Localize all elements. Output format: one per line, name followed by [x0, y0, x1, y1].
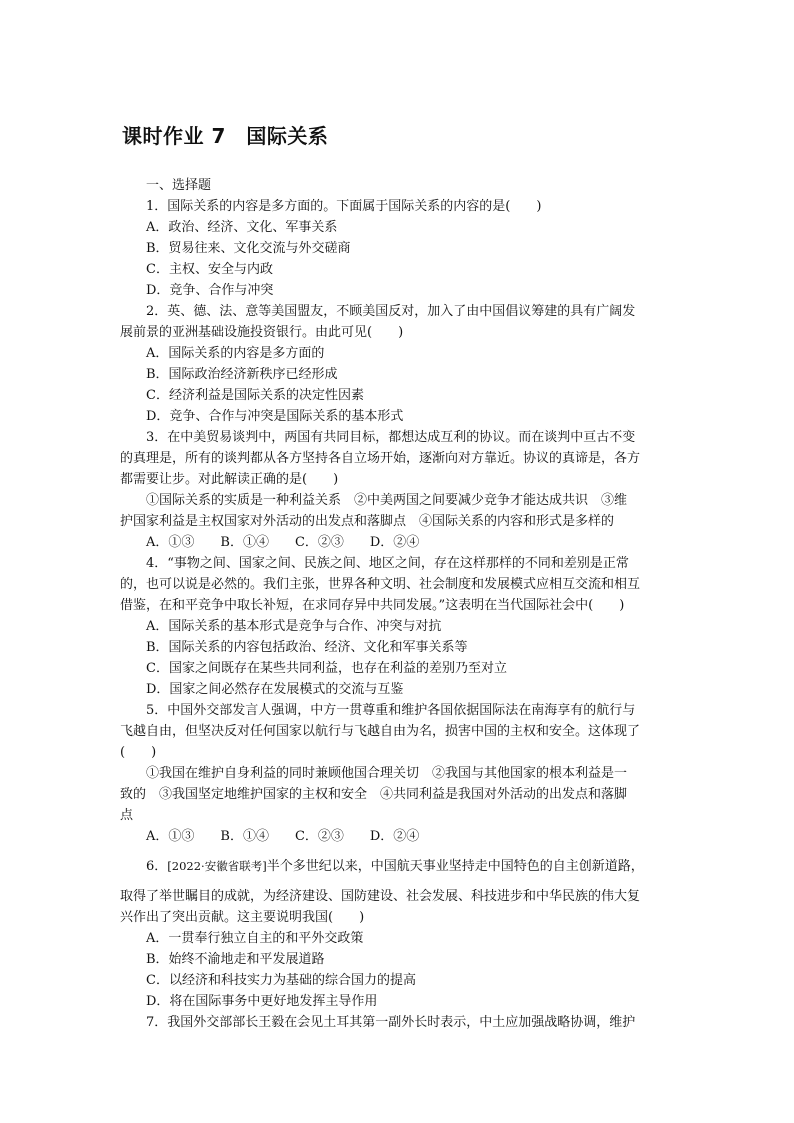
question-2-stem-line: 展前景的亚洲基础设施投资银行。由此可见( )	[120, 325, 404, 340]
question-6-stem-line: 兴作出了突出贡献。这主要说明我国( )	[120, 910, 365, 925]
question-6-source: [2022·安徽省联考]	[167, 859, 267, 873]
question-1-option-b: B．贸易往来、文化交流与外交磋商	[146, 241, 351, 256]
question-3-stem-line: 3．在中美贸易谈判中，两国有共同目标，都想达成互利的协议。而在谈判中亘古不变	[146, 430, 636, 445]
question-1-option-c: C．主权、安全与内政	[146, 262, 273, 277]
question-5-statements-line: 致的 ③我国坚定地维护国家的主权和安全 ④共同利益是我国对外活动的出发点和落脚	[120, 787, 628, 802]
worksheet-title: 课时作业 7 国际关系	[122, 124, 329, 148]
question-6-option-b: B．始终不渝地走和平发展道路	[146, 952, 325, 967]
question-6-option-d: D．将在国际事务中更好地发挥主导作用	[146, 994, 378, 1009]
question-5-stem-line: ( )	[120, 745, 157, 760]
question-2-option-b: B．国际政治经济新秩序已经形成	[146, 367, 338, 382]
question-5-statements-line: ①我国在维护自身利益的同时兼顾他国合理关切 ②我国与其他国家的根本利益是一	[146, 766, 628, 781]
question-6-stem-line: 取得了举世瞩目的成就，为经济建设、国防建设、社会发展、科技进步和中华民族的伟大复	[120, 889, 641, 904]
question-3-stem-line: 的真理是，所有的谈判都从各方坚持各自立场开始，逐渐向对方靠近。协议的真谛是，各方	[120, 451, 641, 466]
question-1-option-a: A．政治、经济、文化、军事关系	[146, 220, 338, 235]
section-heading: 一、选择题	[146, 178, 212, 193]
question-4-stem-line: 4．“事物之间、国家之间、民族之间、地区之间，存在这样那样的不同和差别是正常	[146, 556, 629, 571]
question-2-option-a: A．国际关系的内容是多方面的	[146, 346, 325, 361]
question-6-option-c: C．以经济和科技实力为基础的综合国力的提高	[146, 973, 416, 988]
question-7-stem-line: 7．我国外交部部长王毅在会见土耳其第一副外长时表示，中土应加强战略协调，维护	[146, 1015, 636, 1030]
question-2-stem-line: 2．英、德、法、意等美国盟友，不顾美国反对，加入了由中国倡议筹建的具有广阔发	[146, 304, 636, 319]
question-6-number: 6．	[146, 859, 168, 874]
question-4-option-c: C．国家之间既存在某些共同利益，也存在利益的差别乃至对立	[146, 661, 507, 676]
question-4-stem-line: 的，也可以说是必然的。我们主张，世界各种文明、社会制度和发展模式应相互交流和相互	[120, 577, 641, 592]
question-6-stem-first-line	[120, 856, 680, 877]
question-5-choices: A．①③ B．①④ C．②③ D．②④	[146, 829, 420, 844]
question-list	[120, 175, 680, 1033]
question-1-stem: 1．国际关系的内容是多方面的。下面属于国际关系的内容的是( )	[146, 199, 542, 214]
question-6-stem-text: 半个多世纪以来，中国航天事业坚持走中国特色的自主创新道路，	[266, 859, 644, 874]
question-4-option-a: A．国际关系的基本形式是竞争与合作、冲突与对抗	[146, 619, 442, 634]
question-2-option-d: D．竞争、合作与冲突是国际关系的基本形式	[146, 409, 404, 424]
question-3-statements-line: ①国际关系的实质是一种利益关系 ②中美两国之间要减少竞争才能达成共识 ③维	[146, 493, 628, 508]
question-4-option-b: B．国际关系的内容包括政治、经济、文化和军事关系等	[146, 640, 468, 655]
question-1-option-d: D．竞争、合作与冲突	[146, 283, 274, 298]
question-3-statements-line: 护国家利益是主权国家对外活动的出发点和落脚点 ④国际关系的内容和形式是多样的	[120, 514, 615, 529]
question-3-stem-line: 都需要让步。对此解读正确的是( )	[120, 472, 339, 487]
question-5-stem-line: 5．中国外交部发言人强调，中方一贯尊重和维护各国依据国际法在南海享有的航行与	[146, 703, 636, 718]
question-2-option-c: C．经济利益是国际关系的决定性因素	[146, 388, 364, 403]
question-6-option-a: A．一贯奉行独立自主的和平外交政策	[146, 931, 364, 946]
question-5-stem-line: 飞越自由，但坚决反对任何国家以航行与飞越自由为名，损害中国的主权和安全。这体现了	[120, 724, 641, 739]
question-4-stem-line: 借鉴，在和平竞争中取长补短，在求同存异中共同发展。”这表明在当代国际社会中( )	[120, 598, 625, 613]
question-5-statements-line: 点	[120, 808, 134, 823]
question-3-choices: A．①③ B．①④ C．②③ D．②④	[146, 535, 420, 550]
question-4-option-d: D．国家之间必然存在发展模式的交流与互鉴	[146, 682, 404, 697]
